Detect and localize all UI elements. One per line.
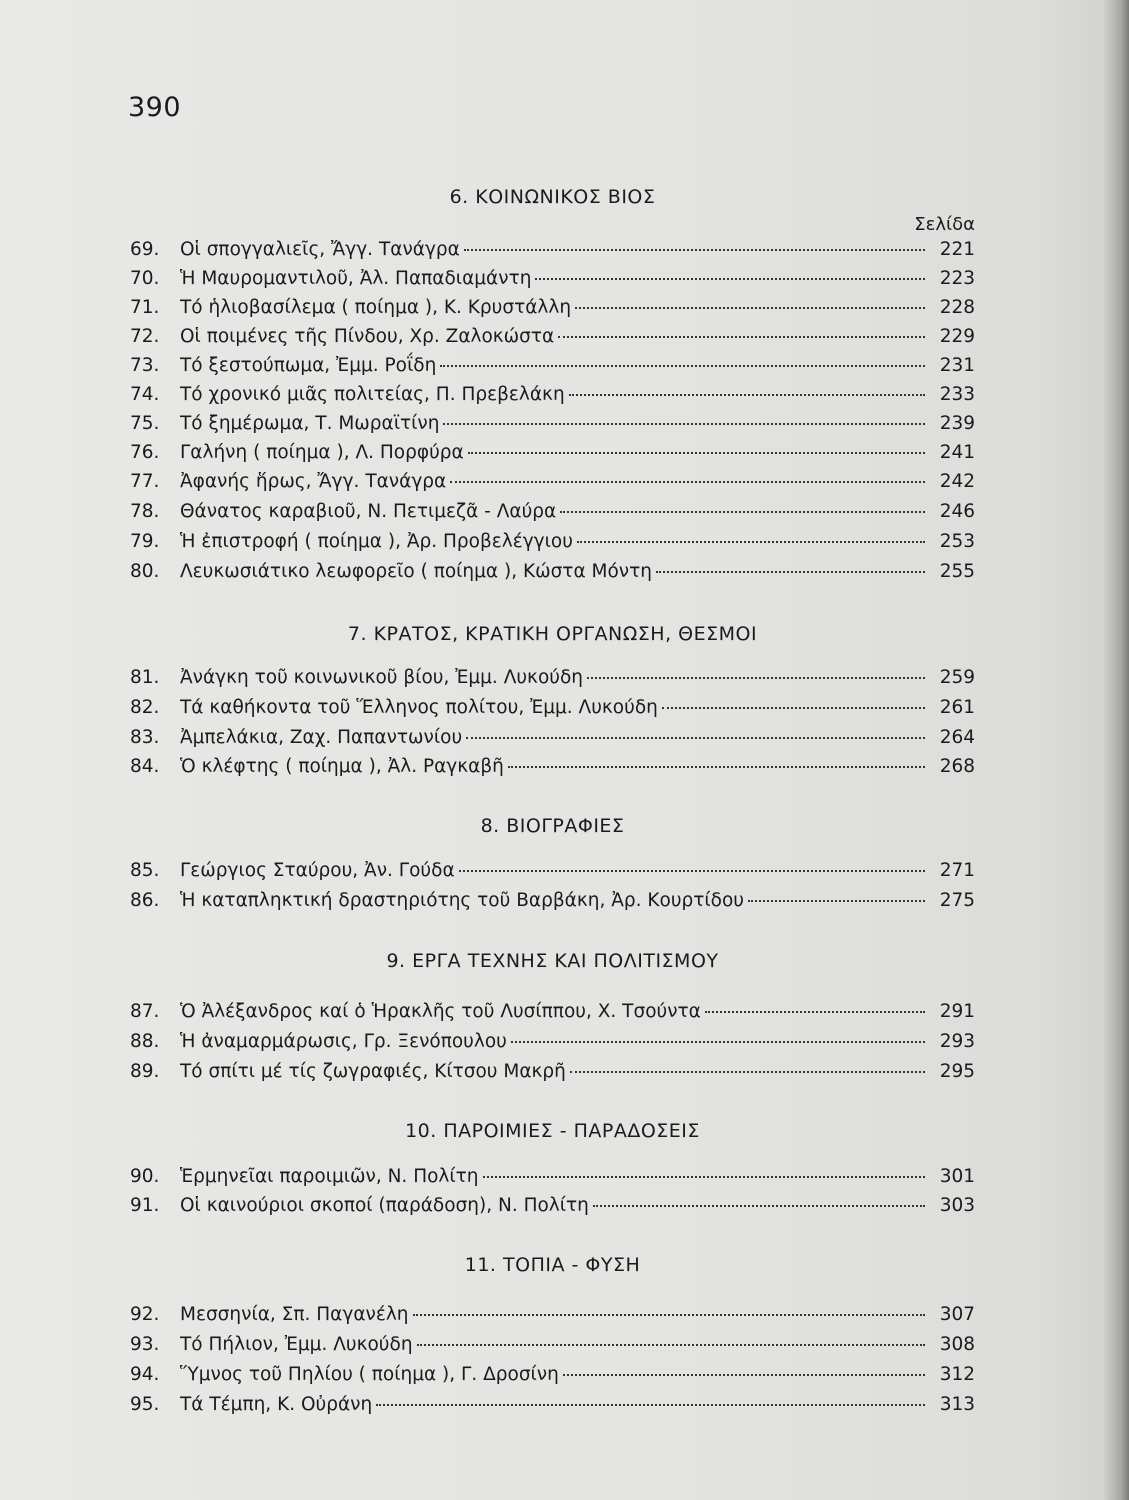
toc-entry xyxy=(130,727,975,756)
toc-entry xyxy=(130,667,975,696)
dot-leader xyxy=(575,307,925,309)
toc-entry xyxy=(130,239,975,268)
entry-title: Λευκωσιάτικο λεωφορεῖο ( ποίημα ), Κώστα Μόντη xyxy=(180,561,653,582)
entry-page: 293 xyxy=(939,1031,975,1052)
toc-entry xyxy=(130,1001,975,1030)
entry-page: 264 xyxy=(939,727,975,748)
toc-entry xyxy=(130,1394,975,1423)
toc-entry xyxy=(130,297,975,326)
entry-title: Τό Πήλιον, Ἐμμ. Λυκούδη xyxy=(180,1334,413,1355)
entry-page: 231 xyxy=(939,355,975,376)
toc-entry xyxy=(130,413,975,442)
toc-entry xyxy=(130,1031,975,1060)
toc-entry xyxy=(130,531,975,560)
entry-page: 312 xyxy=(939,1364,975,1385)
entry-number: 94. xyxy=(130,1364,160,1385)
entry-title: Ἡ ἐπιστροφή ( ποίημα ), Ἀρ. Προβελέγγιου xyxy=(180,531,573,552)
entry-number: 82. xyxy=(130,697,160,718)
entry-title: Ἀμπελάκια, Ζαχ. Παπαντωνίου xyxy=(180,727,463,748)
entry-page: 239 xyxy=(939,413,975,434)
entry-title: Ἡ καταπληκτική δραστηριότης τοῦ Βαρβάκη, Ἀρ. Κουρτίδου xyxy=(180,890,745,911)
dot-leader xyxy=(413,1314,925,1316)
toc-entry xyxy=(130,471,975,500)
dot-leader xyxy=(443,423,925,425)
entry-title: Τά Τέμπη, Κ. Οὐράνη xyxy=(180,1394,373,1415)
entry-title: Τό ξεστούπωμα, Ἐμμ. Ροΐδη xyxy=(180,355,437,376)
dot-leader xyxy=(656,571,925,573)
entry-number: 88. xyxy=(130,1031,160,1052)
page-column-label: Σελίδα xyxy=(914,214,975,235)
entry-title: Ἡ Μαυρομαντιλοῦ, Ἀλ. Παπαδιαμάντη xyxy=(180,268,532,289)
dot-leader xyxy=(468,452,925,454)
dot-leader xyxy=(464,249,925,251)
section-heading: 7. ΚΡΑΤΟΣ, ΚΡΑΤΙΚΗ ΟΡΓΑΝΩΣΗ, ΘΕΣΜΟΙ xyxy=(347,623,758,645)
toc-entry xyxy=(130,384,975,413)
dot-leader xyxy=(511,1041,925,1043)
entry-number: 73. xyxy=(130,355,160,376)
entry-number: 90. xyxy=(130,1166,160,1187)
entry-page: 253 xyxy=(939,531,975,552)
entry-page: 307 xyxy=(939,1304,975,1325)
entry-number: 87. xyxy=(130,1001,160,1022)
dot-leader xyxy=(508,766,925,768)
toc-entry xyxy=(130,442,975,471)
entry-page: 268 xyxy=(939,756,975,777)
entry-number: 78. xyxy=(130,501,160,522)
entry-number: 84. xyxy=(130,756,160,777)
section-heading: 10. ΠΑΡΟΙΜΙΕΣ - ΠΑΡΑΔΟΣΕΙΣ xyxy=(405,1120,700,1142)
dot-leader xyxy=(535,278,925,280)
entry-number: 72. xyxy=(130,326,160,347)
dot-leader xyxy=(450,481,925,483)
section-heading: 9. ΕΡΓΑ ΤΕΧΝΗΣ ΚΑΙ ΠΟΛΙΤΙΣΜΟΥ xyxy=(386,950,719,972)
toc-entry xyxy=(130,561,975,590)
dot-leader xyxy=(376,1404,925,1406)
entry-page: 259 xyxy=(939,667,975,688)
dot-leader xyxy=(483,1176,926,1178)
toc-entry xyxy=(130,326,975,355)
toc-entry xyxy=(130,355,975,384)
entry-number: 95. xyxy=(130,1394,160,1415)
entry-page: 246 xyxy=(939,501,975,522)
entry-number: 76. xyxy=(130,442,160,463)
entry-title: Τό ξημέρωμα, Τ. Μωραϊτίνη xyxy=(180,413,440,434)
entry-title: Οἱ σπογγαλιεῖς, Ἄγγ. Τανάγρα xyxy=(180,239,460,260)
toc-entry xyxy=(130,697,975,726)
toc-entry xyxy=(130,756,975,785)
toc-entry xyxy=(130,1195,975,1224)
entry-page: 223 xyxy=(939,268,975,289)
entry-page: 313 xyxy=(939,1394,975,1415)
entry-title: Θάνατος καραβιοῦ, Ν. Πετιμεζᾶ - Λαύρα xyxy=(180,501,557,522)
entry-title: Ἀφανής ἥρως, Ἄγγ. Τανάγρα xyxy=(180,471,447,492)
toc-entry xyxy=(130,1334,975,1363)
dot-leader xyxy=(440,365,925,367)
entry-title: Οἱ καινούριοι σκοποί (παράδοση), Ν. Πολίτη xyxy=(180,1195,589,1216)
toc-entry xyxy=(130,860,975,889)
entry-page: 301 xyxy=(939,1166,975,1187)
entry-page: 295 xyxy=(939,1061,975,1082)
entry-title: Γαλήνη ( ποίημα ), Λ. Πορφύρα xyxy=(180,442,464,463)
toc-entry xyxy=(130,1061,975,1090)
entry-number: 71. xyxy=(130,297,160,318)
entry-title: Ἡ ἀναμαρμάρωσις, Γρ. Ξενόπουλου xyxy=(180,1031,507,1052)
entry-number: 70. xyxy=(130,268,160,289)
entry-number: 74. xyxy=(130,384,160,405)
entry-page: 241 xyxy=(939,442,975,463)
entry-title: Τό σπίτι μέ τίς ζωγραφιές, Κίτσου Μακρῆ xyxy=(180,1061,566,1082)
entry-title: Ὕμνος τοῦ Πηλίου ( ποίημα ), Γ. Δροσίνη xyxy=(180,1364,559,1385)
dot-leader xyxy=(560,511,925,513)
entry-title: Ὁ Ἀλέξανδρος καί ὁ Ἡρακλῆς τοῦ Λυσίππου, Χ. Τσούντα xyxy=(180,1001,701,1022)
entry-page: 303 xyxy=(939,1195,975,1216)
dot-leader xyxy=(662,707,925,709)
entry-number: 79. xyxy=(130,531,160,552)
entry-page: 275 xyxy=(939,890,975,911)
toc-entry xyxy=(130,268,975,297)
dot-leader xyxy=(587,677,925,679)
entry-number: 77. xyxy=(130,471,160,492)
page-edge-shadow xyxy=(1103,0,1129,1500)
section-heading: 6. ΚΟΙΝΩΝΙΚΟΣ ΒΙΟΣ xyxy=(449,186,656,208)
entry-title: Οἱ ποιμένες τῆς Πίνδου, Χρ. Ζαλοκώστα xyxy=(180,326,555,347)
entry-page: 255 xyxy=(939,561,975,582)
page-number: 390 xyxy=(128,92,182,123)
entry-number: 92. xyxy=(130,1304,160,1325)
entry-number: 83. xyxy=(130,727,160,748)
entry-number: 75. xyxy=(130,413,160,434)
entry-number: 81. xyxy=(130,667,160,688)
toc-entry xyxy=(130,890,975,919)
entry-title: Ἑρμηνεῖαι παροιμιῶν, Ν. Πολίτη xyxy=(180,1166,479,1187)
entry-title: Ὁ κλέφτης ( ποίημα ), Ἀλ. Ραγκαβῆ xyxy=(180,756,504,777)
entry-title: Τά καθήκοντα τοῦ Ἕλληνος πολίτου, Ἐμμ. Λυκούδη xyxy=(180,697,658,718)
entry-number: 86. xyxy=(130,890,160,911)
section-heading: 8. ΒΙΟΓΡΑΦΙΕΣ xyxy=(480,815,625,837)
entry-page: 229 xyxy=(939,326,975,347)
dot-leader xyxy=(466,737,925,739)
dot-leader xyxy=(417,1344,925,1346)
dot-leader xyxy=(748,900,925,902)
dot-leader xyxy=(563,1374,925,1376)
dot-leader xyxy=(705,1011,925,1013)
dot-leader xyxy=(569,394,925,396)
entry-page: 308 xyxy=(939,1334,975,1355)
toc-entry xyxy=(130,1304,975,1333)
entry-title: Μεσσηνία, Σπ. Παγανέλη xyxy=(180,1304,409,1325)
entry-number: 91. xyxy=(130,1195,160,1216)
entry-title: Γεώργιος Σταύρου, Ἀν. Γούδα xyxy=(180,860,455,881)
toc-entry xyxy=(130,1364,975,1393)
entry-title: Τό χρονικό μιᾶς πολιτείας, Π. Πρεβελάκη xyxy=(180,384,565,405)
entry-number: 93. xyxy=(130,1334,160,1355)
entry-number: 69. xyxy=(130,239,160,260)
entry-page: 221 xyxy=(939,239,975,260)
dot-leader xyxy=(459,870,925,872)
entry-number: 89. xyxy=(130,1061,160,1082)
dot-leader xyxy=(570,1071,925,1073)
section-heading: 11. ΤΟΠΙΑ - ΦΥΣΗ xyxy=(464,1254,641,1276)
entry-number: 85. xyxy=(130,860,160,881)
entry-title: Τό ἡλιοβασίλεμα ( ποίημα ), Κ. Κρυστάλλη xyxy=(180,297,572,318)
dot-leader xyxy=(577,541,925,543)
entry-page: 261 xyxy=(939,697,975,718)
entry-title: Ἀνάγκη τοῦ κοινωνικοῦ βίου, Ἐμμ. Λυκούδη xyxy=(180,667,584,688)
toc-entry xyxy=(130,501,975,530)
entry-page: 233 xyxy=(939,384,975,405)
dot-leader xyxy=(558,336,925,338)
entry-page: 242 xyxy=(939,471,975,492)
entry-page: 271 xyxy=(939,860,975,881)
dot-leader xyxy=(593,1205,925,1207)
entry-page: 291 xyxy=(939,1001,975,1022)
entry-number: 80. xyxy=(130,561,160,582)
entry-page: 228 xyxy=(939,297,975,318)
toc-entry xyxy=(130,1166,975,1195)
